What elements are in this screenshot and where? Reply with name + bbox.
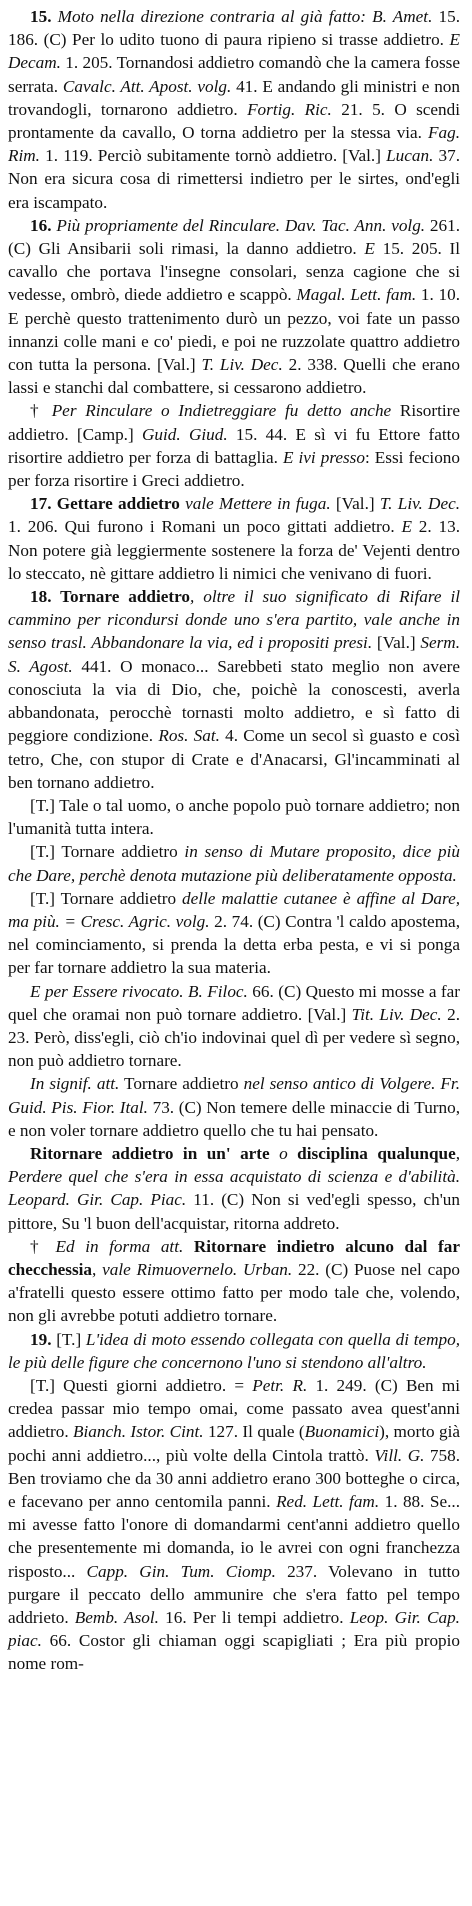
italic-text: Bianch. Istor. Cint. bbox=[73, 1422, 204, 1442]
body-text: 1. 88. Se... mi avesse fatto l'onore di domandarmi cent'anni addietro quello che presentemente mi domanda, io le avrei con ogni franchezza risposto... bbox=[8, 1492, 460, 1581]
entry-heading-text: 18. Tornare addietro bbox=[30, 587, 191, 607]
body-text: 2. 338. Quelli che erano lassi e stanchi dal combattere, si cessarono addietro. bbox=[8, 355, 461, 398]
body-text: [T.] Tale o tal uomo, o anche popolo può tornare addietro; non l'umanità tutta intera. bbox=[8, 795, 460, 839]
body-text: , bbox=[92, 1259, 103, 1279]
entry-heading-text: 17. Gettare addietro bbox=[30, 494, 186, 514]
italic-text: Bemb. Asol. bbox=[74, 1608, 159, 1628]
body-text: 66. Costor gli chiaman oggi scapigliati ; Era più propio nome rom- bbox=[8, 1631, 460, 1674]
italic-text: nel senso antico di Volgere. Fr. Guid. Pis. Fior. Ital. bbox=[8, 1074, 460, 1117]
italic-text: , oltre il suo significato di Rifare il cammino per ricondursi donde uno s'era partito, vale anche in senso trasl. Abbandonare la via, ed i propositi presi. bbox=[8, 587, 460, 653]
body-text: 16. Per li tempi addietro. bbox=[158, 1608, 350, 1628]
body-text: 15. 186. (C) Per lo udito tuono di paura ripieno si trasse addietro. bbox=[8, 7, 461, 50]
italic-text: In signif. att. bbox=[30, 1074, 120, 1094]
body-text: 441. O monaco... Sarebbeti stato meglio non avere conosciuta la via di Dio, che, poichè la conoscesti, averla abbandonata, perocchè tornasti molto addietro, e sì fatto di peggiore condizione. bbox=[8, 656, 460, 746]
body-text: [T.] bbox=[56, 1329, 86, 1349]
italic-text: E bbox=[364, 239, 375, 259]
italic-text: delle malattie cutanee è affine al Dare, ma più. = Cresc. Agric. volg. bbox=[8, 888, 460, 931]
body-text: 1. 206. Qui furono i Romani un poco gittati addietro. bbox=[8, 517, 402, 537]
italic-text: Ed in forma att. bbox=[55, 1236, 184, 1256]
italic-text: Buonamici bbox=[304, 1422, 380, 1442]
body-text: 1. 10. E perchè questo trattenimento durò un pezzo, voi fate un passo innanzi colle mani e co' piedi, e poi ne ruzzolate quattro addietro con tutta la persona. [Val.] bbox=[8, 285, 460, 375]
italic-text: Capp. Gin. Tum. Ciomp. bbox=[86, 1561, 276, 1581]
entry-heading-text: disciplina qualunque bbox=[287, 1143, 456, 1163]
body-text: Tornare addietro bbox=[119, 1074, 244, 1094]
dictionary-entry-paragraph bbox=[8, 1374, 460, 1676]
body-text: Risortire addietro. [Camp.] bbox=[8, 401, 461, 444]
body-text: 2. 23. Però, diss'egli, ciò ch'io indovinai quel dì per vedere sì segno, non può addietro tornare. bbox=[8, 1004, 460, 1071]
body-text: 1. 119. Perciò subitamente tornò addietro. [Val.] bbox=[39, 146, 387, 166]
body-text: 1. 205. Tornandosi addietro comandò che la camera fosse serrata. bbox=[8, 53, 460, 96]
body-text: † bbox=[30, 1236, 56, 1256]
body-text: 1. 249. (C) Ben mi credea passar mio tempo omai, come passato avea quest'anni addietro. bbox=[8, 1375, 461, 1442]
entry-heading-text: Ritornare addietro in un' arte bbox=[30, 1143, 280, 1163]
italic-text: Fag. Rim. bbox=[8, 123, 460, 166]
body-text: 73. (C) Non temere delle minaccie di Turno, e non voler tornare addietro quello che tu hai pensato. bbox=[8, 1097, 461, 1140]
body-text: [Val.] bbox=[372, 633, 421, 653]
body-text: 11. (C) Non si ved'egli spesso, ch'un pittore, Su 'l buon dell'acquistar, ritorna addreto. bbox=[8, 1190, 460, 1233]
body-text: 37. Non era sicura cosa di rimettersi indietro per le sirtes, ond'egli era iscampato. bbox=[8, 146, 461, 212]
italic-text: Cavalc. Att. Apost. volg. bbox=[62, 76, 232, 96]
dictionary-entry-paragraph bbox=[8, 1072, 460, 1142]
italic-text: Tit. Liv. Dec. bbox=[351, 1004, 442, 1024]
italic-text: Serm. S. Agost. bbox=[8, 633, 461, 676]
italic-text: Moto nella direzione contraria al già fatto: B. Amet. bbox=[57, 7, 433, 26]
italic-text: , Perdere quel che s'era in essa acquistato di scienza e d'abilità. Leopard. Gir. Cap. Piac. bbox=[8, 1143, 460, 1210]
dictionary-entry-paragraph bbox=[8, 1142, 460, 1235]
body-text: 237. Volevano in tutto purgare il peccato dello ammunire che s'era fatto pel tempo addrieto. bbox=[8, 1561, 460, 1628]
italic-text: Per Rinculare o Indietreggiare fu detto anche bbox=[51, 401, 392, 421]
dictionary-entry-paragraph bbox=[8, 840, 460, 886]
body-text: 15. 205. Il cavallo che portava l'insegne consolari, senza cagione che si vedesse, ombrò, diede addietro e scappò. bbox=[8, 239, 461, 305]
italic-text: o bbox=[279, 1143, 288, 1163]
dictionary-entry-paragraph bbox=[8, 980, 460, 1073]
dictionary-entry-paragraph bbox=[8, 1235, 460, 1328]
body-text: 66. (C) Questo mi mosse a far quel che oramai non può tornare addietro. [Val.] bbox=[8, 981, 460, 1024]
italic-text: Più propriamente del Rinculare. Dav. Tac. Ann. volg. bbox=[56, 215, 426, 235]
body-text: [T.] Tornare addietro bbox=[30, 842, 185, 862]
body-text: 758. Ben troviamo che da 30 anni addietro erano 300 botteghe o circa, e facevano per anno centomila panni. bbox=[8, 1445, 461, 1511]
body-text: [Val.] bbox=[330, 494, 380, 514]
italic-text: Vill. G. bbox=[374, 1445, 425, 1465]
italic-text: Petr. R. bbox=[252, 1375, 308, 1395]
italic-text: Ros. Sat. bbox=[158, 726, 220, 746]
body-text: [T.] Questi giorni addietro. = bbox=[30, 1375, 253, 1395]
body-text: 127. Il quale ( bbox=[203, 1422, 305, 1442]
italic-text: Leop. Gir. Cap. piac. bbox=[8, 1608, 460, 1651]
italic-text: Fortig. Ric. bbox=[247, 99, 332, 119]
body-text: 2. 13. Non potere già leggiermente sostenere la forza de' Vejenti dentro lo steccato, nè gittare addietro li nimici che venivano di fuori. bbox=[8, 517, 461, 583]
italic-text: Magal. Lett. fam. bbox=[296, 285, 417, 305]
dictionary-entry-paragraph bbox=[8, 1328, 460, 1374]
italic-text: E per Essere rivocato. B. Filoc. bbox=[30, 981, 248, 1001]
italic-text: T. Liv. Dec. bbox=[201, 355, 283, 375]
dictionary-entry-paragraph bbox=[8, 492, 460, 585]
dictionary-entry-paragraph bbox=[8, 887, 460, 980]
dictionary-entry-paragraph bbox=[8, 5, 460, 214]
body-text: 22. (C) Puose nel capo a'fratelli questo essere ottimo fatto per modo tale che, volendo, non gli avrebbe potuti addietro tornare. bbox=[8, 1259, 461, 1326]
body-text: 4. Come un secol sì guasto e così tetro, Che, con stupor di Crate e d'Anacarsi, Gl'incamminati al ben tornano addietro. bbox=[8, 726, 460, 792]
italic-text: E ivi presso bbox=[282, 447, 365, 467]
italic-text: E Decam. bbox=[8, 30, 460, 73]
dictionary-entry-paragraph bbox=[8, 794, 460, 840]
body-text: † bbox=[30, 401, 52, 421]
italic-text: Lucan. bbox=[386, 146, 434, 166]
italic-text: Red. Lett. fam. bbox=[276, 1492, 380, 1511]
body-text: 15. 44. E sì vi fu Ettore fatto risortire addietro per forza di battaglia. bbox=[8, 424, 460, 467]
body-text: 2. 74. (C) Contra 'l caldo apostema, nel cominciamento, si prenda la detta erba pesta, e vi si ponga per far tornare addietro la sua materia. bbox=[8, 911, 460, 978]
entry-heading-text: 19. bbox=[30, 1329, 57, 1349]
body-text: [T.] Tornare addietro bbox=[30, 888, 183, 908]
italic-text: E bbox=[401, 517, 412, 537]
entry-heading-text: Ritornare indietro alcuno dal far checchessia bbox=[8, 1236, 461, 1279]
body-text: ), morto già pochi anni addietro..., più volte della Cintola trattò. bbox=[8, 1422, 461, 1465]
body-text: 41. E andando gli ministri e non trovandogli, tornarono addietro. bbox=[8, 76, 460, 119]
dictionary-entry-paragraph bbox=[8, 585, 460, 794]
dictionary-entry-paragraph bbox=[8, 399, 460, 492]
body-text: 21. 5. O scendi prontamente da cavallo, O torna addietro per la stessa via. bbox=[8, 99, 461, 143]
italic-text: in senso di Mutare proposito, dice più che Dare, perchè denota mutazione più deliberatamente opposta. bbox=[8, 842, 460, 885]
italic-text: vale Rimuovernelo. Urban. bbox=[102, 1259, 293, 1279]
entry-heading-text: 16. bbox=[30, 215, 57, 235]
entry-heading-text: 15. bbox=[30, 7, 58, 26]
italic-text: vale Mettere in fuga. bbox=[185, 494, 331, 514]
italic-text: L'idea di moto essendo collegata con quella di tempo, le più delle figure che concernono l'uno si stendono all'altro. bbox=[8, 1329, 461, 1372]
italic-text: Guid. Giud. bbox=[141, 424, 228, 444]
dictionary-entry-paragraph bbox=[8, 214, 460, 400]
body-text: 261. (C) Gli Ansibarii soli rimasi, la danno addietro. bbox=[8, 215, 461, 259]
body-text: : Essi feciono per forza risortire i Greci addietro. bbox=[8, 447, 460, 491]
italic-text: T. Liv. Dec. bbox=[379, 494, 461, 514]
